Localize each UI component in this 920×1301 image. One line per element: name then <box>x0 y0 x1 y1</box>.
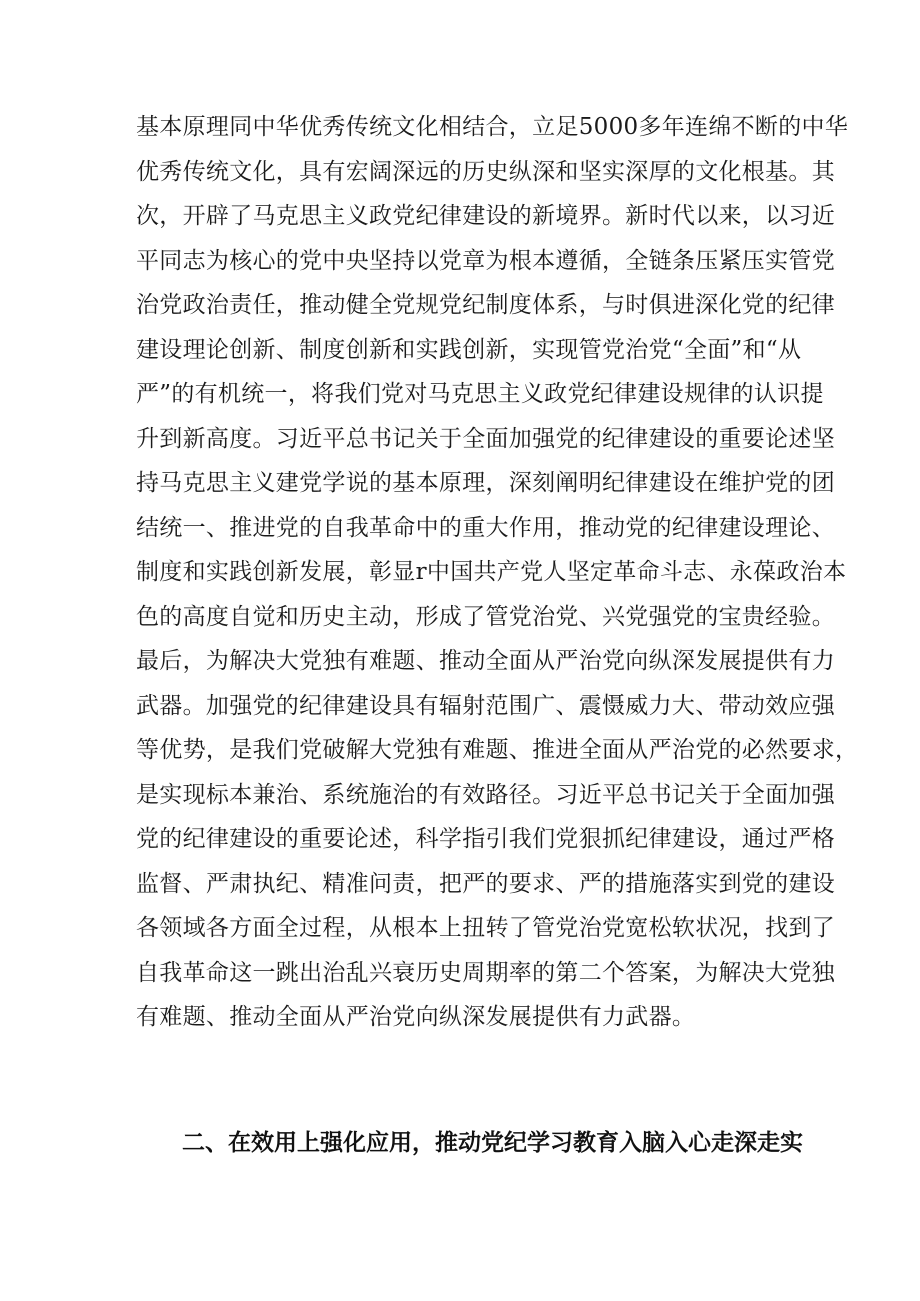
paragraph-line: 等优势，是我们党破解大党独有难题、推进全面从严治党的必然要求， <box>136 737 859 763</box>
paragraph-line: 监督、严肃执纪、精准问责，把严的要求、严的措施落实到党的建设 <box>136 870 835 897</box>
paragraph-line: 结统一、推进党的自我革命中的重大作用，推动党的纪律建设理论、 <box>136 514 835 541</box>
paragraph-line: 平同志为核心的党中央坚持以党章为根本遵循，全链条压紧压实管党 <box>136 247 835 274</box>
paragraph-line: 有难题、推动全面从严治党向纵深发展提供有力武器。 <box>136 1004 696 1030</box>
paragraph-line: 最后，为解决大党独有难题、推动全面从严治党向纵深发展提供有力 <box>136 648 835 674</box>
paragraph-line: 武器。加强党的纪律建设具有辐射范围广、震慑威力大、带动效应强 <box>136 692 835 719</box>
section-heading: 二、在效用上强化应用，推动党纪学习教育入脑入心走深走实 <box>182 1130 803 1156</box>
paragraph-line: 优秀传统文化，具有宏阔深远的历史纵深和坚实深厚的文化根基。其 <box>136 158 835 185</box>
paragraph-line: 色的高度自觉和历史主动，形成了管党治党、兴党强党的宝贵经验。 <box>136 603 835 630</box>
paragraph-line: 党的纪律建设的重要论述，科学指引我们党狠抓纪律建设，通过严格 <box>136 826 835 852</box>
paragraph-line: 建设理论创新、制度创新和实践创新，实现管党治党“全面”和“从 <box>136 336 802 363</box>
paragraph-line: 制度和实践创新发展，彰显r中国共产党人坚定革命斗志、永葆政治本 <box>136 559 847 585</box>
paragraph-line: 自我革命这一跳出治乱兴衰历史周期率的第二个答案，为解决大党独 <box>136 959 835 986</box>
paragraph-line: 各领域各方面全过程，从根本上扭转了管党治党宽松软状况，找到了 <box>136 915 835 941</box>
paragraph-line: 次，开辟了马克思主义政党纪律建设的新境界。新时代以来，以习近 <box>136 203 835 229</box>
body-paragraph <box>136 105 859 1040</box>
paragraph-line: 持马克思主义建党学说的基本原理，深刻阐明纪律建设在维护党的团 <box>136 470 835 496</box>
paragraph-line: 基本原理同中华优秀传统文化相结合，立足5000多年连绵不断的中华 <box>136 114 849 140</box>
paragraph-line: 严”的有机统一，将我们党对马克思主义政党纪律建设规律的认识提 <box>136 381 824 407</box>
paragraph-line: 升到新高度。习近平总书记关于全面加强党的纪律建设的重要论述坚 <box>136 425 835 452</box>
paragraph-line: 治党政治责任，推动健全党规党纪制度体系，与时俱进深化党的纪律 <box>136 292 835 318</box>
paragraph-line: 是实现标本兼治、系统施治的有效路径。习近平总书记关于全面加强 <box>136 781 835 808</box>
